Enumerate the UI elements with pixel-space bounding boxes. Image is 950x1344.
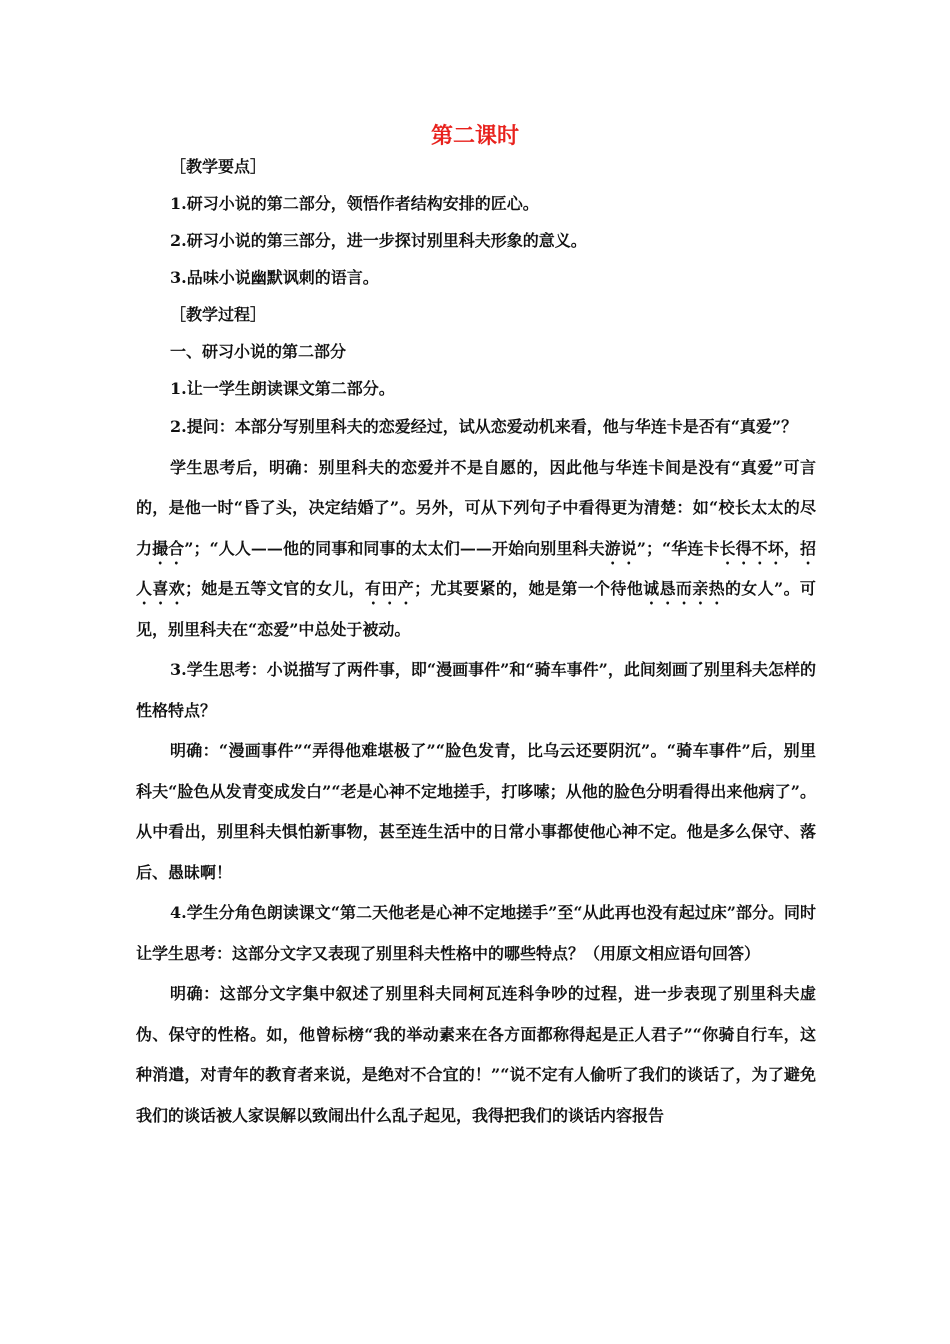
text-run: ”；“华连卡 <box>636 538 720 558</box>
emphasized-text: 撮合 <box>152 538 185 558</box>
emphasized-text: 诚恳而亲热 <box>643 579 725 598</box>
text-run: ；她是五等文官的女儿， <box>185 579 366 598</box>
key-point-item: 2.研习小说的第三部分，进一步探讨别里科夫形象的意义。 <box>170 231 587 250</box>
answer-paragraph: 明确：“漫画事件”“弄得他难堪极了”“脸色发青，比乌云还要阴沉”。“骑车事件”后，别里科夫“脸色从发青变成发白”“老是心神不定地搓手，打哆嗦；从他的脸色分明看得出来他病了”。从中看出，别里科夫惧怕新事物，甚至连生活中的日常小事都使他心神不定。他是多么保守、落后、愚昧啊！ <box>136 741 816 882</box>
emphasized-text: 游说 <box>604 538 637 558</box>
answer-paragraph <box>136 448 816 651</box>
emphasized-text: 招人喜欢 <box>136 538 816 598</box>
process-heading: ［教学过程］ <box>170 305 267 324</box>
key-points-heading: ［教学要点］ <box>170 157 267 176</box>
text-run: ， <box>783 538 800 558</box>
answer-paragraph: 明确：这部分文字集中叙述了别里科夫同柯瓦连科争吵的过程，进一步表现了别里科夫虚伪、保守的性格。如，他曾标榜“我的举动素来在各方面都称得起是正人君子”“你骑自行车，这种消遣，对青年的教育者来说，是绝对不合宜的！”“说不定有人偷听了我们的谈话了，为了避免我们的谈话被人家误解以致闹出什么乱子起见，我得把我们的谈话内容报告 <box>136 984 816 1125</box>
page-title: 第二课时 <box>430 123 519 149</box>
key-point-item: 1.研习小说的第二部分，领悟作者结构安排的匠心。 <box>170 194 539 213</box>
text-run: ”；“人人——他的同事和同事的太太们——开始向别里科夫 <box>184 538 605 558</box>
key-point-item: 3.品味小说幽默讽刺的语言。 <box>170 268 379 287</box>
question-paragraph: 4.学生分角色朗读课文“第二天他老是心神不定地搓手”至“从此再也没有起过床”部分。同时让学生思考：这部分文字又表现了别里科夫性格中的哪些特点？（用原文相应语句回答） <box>136 903 816 963</box>
question-paragraph: 3.学生思考：小说描写了两件事，即“漫画事件”和“骑车事件”，此间刻画了别里科夫怎样的性格特点？ <box>136 660 816 720</box>
question-paragraph: 2.提问：本部分写别里科夫的恋爱经过，试从恋爱动机来看，他与华连卡是否有“真爱”？ <box>170 417 798 436</box>
text-run: ；尤其要紧的，她是第一个待他 <box>414 579 644 598</box>
document-body <box>136 148 816 1136</box>
text-run: 学生思考后，明确：别里科夫的恋爱并不是自愿的，因此他与华连卡间是没有“真爱”可言的，是他一时“昏了头，决定结婚了”。另外，可从下列句子中看得更为清楚：如“校长太太的尽力 <box>136 457 816 558</box>
step-item: 1.让一学生朗读课文第二部分。 <box>170 379 395 398</box>
emphasized-text: 有田产 <box>365 579 415 598</box>
text-run: 的女人”。可见，别里科夫在“恋爱”中总处于被动。 <box>136 579 816 639</box>
emphasized-text: 长得不坏 <box>719 538 784 558</box>
section-heading: 一、研习小说的第二部分 <box>170 342 347 361</box>
